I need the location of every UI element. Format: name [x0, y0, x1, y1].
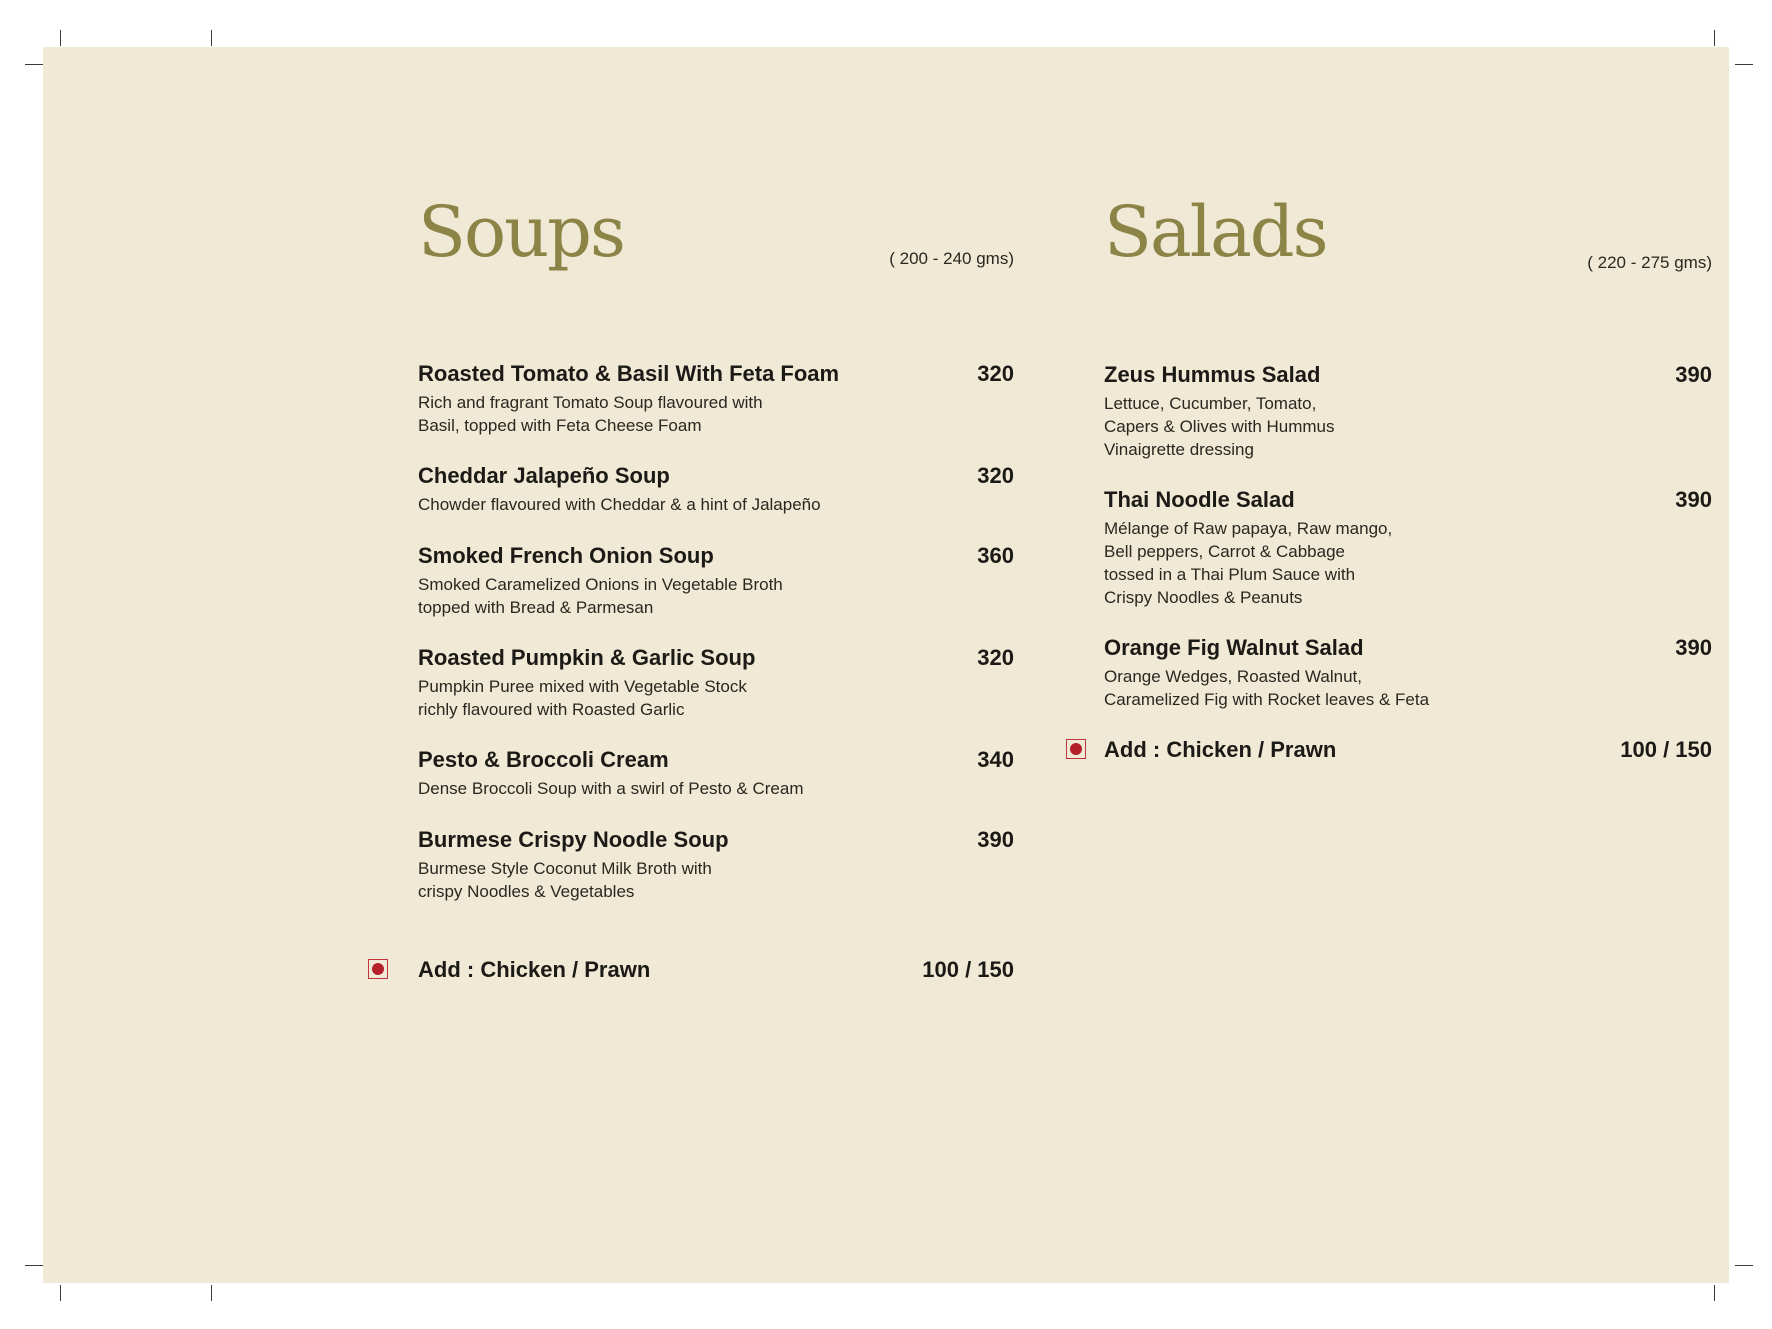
- item-description: [418, 573, 1014, 619]
- non-veg-indicator-icon: [368, 959, 388, 979]
- item-price: 320: [977, 645, 1014, 670]
- addon-label: Add : Chicken / Prawn: [1104, 737, 1337, 762]
- menu-item: [418, 463, 1014, 516]
- item-name: Orange Fig Walnut Salad: [1104, 635, 1364, 660]
- crop-mark: [1714, 30, 1715, 46]
- description-line: Chowder flavoured with Cheddar & a hint of Jalapeño: [418, 495, 821, 514]
- item-name: Pesto & Broccoli Cream: [418, 747, 669, 772]
- addon-price: 100 / 150: [922, 957, 1014, 982]
- description-line: Crispy Noodles & Peanuts: [1104, 588, 1303, 607]
- item-description: [418, 777, 1014, 800]
- description-line: Dense Broccoli Soup with a swirl of Pesto & Cream: [418, 779, 804, 798]
- description-line: Lettuce, Cucumber, Tomato,: [1104, 394, 1317, 413]
- description-line: Bell peppers, Carrot & Cabbage: [1104, 542, 1345, 561]
- crop-mark: [25, 64, 43, 65]
- description-line: Mélange of Raw papaya, Raw mango,: [1104, 519, 1393, 538]
- item-description: [1104, 517, 1712, 609]
- item-price: 390: [977, 827, 1014, 852]
- section-title: Soups: [418, 191, 624, 273]
- item-name: Burmese Crispy Noodle Soup: [418, 827, 729, 852]
- menu-item: [418, 827, 1014, 903]
- menu-item: [418, 543, 1014, 619]
- description-line: Smoked Caramelized Onions in Vegetable Broth: [418, 575, 783, 594]
- description-line: Orange Wedges, Roasted Walnut,: [1104, 667, 1362, 686]
- menu-item: [418, 645, 1014, 721]
- portion-weight: ( 220 - 275 gms): [1587, 253, 1712, 272]
- crop-mark: [25, 1265, 43, 1266]
- menu-page: [43, 47, 1729, 1283]
- item-description: [418, 391, 1014, 437]
- description-line: topped with Bread & Parmesan: [418, 598, 654, 617]
- description-line: Rich and fragrant Tomato Soup flavoured with: [418, 393, 763, 412]
- description-line: crispy Noodles & Vegetables: [418, 882, 635, 901]
- portion-weight: ( 200 - 240 gms): [889, 249, 1014, 268]
- menu-item: [418, 747, 1014, 800]
- item-description: [418, 675, 1014, 721]
- description-line: richly flavoured with Roasted Garlic: [418, 700, 685, 719]
- description-line: tossed in a Thai Plum Sauce with: [1104, 565, 1356, 584]
- item-name: Thai Noodle Salad: [1104, 487, 1295, 512]
- item-description: [418, 857, 1014, 903]
- menu-item: [1104, 487, 1712, 609]
- menu-item: [1104, 635, 1712, 711]
- item-description: [1104, 392, 1712, 461]
- crop-mark: [1714, 1285, 1715, 1301]
- item-name: Roasted Tomato & Basil With Feta Foam: [418, 361, 840, 386]
- item-name: Zeus Hummus Salad: [1104, 362, 1321, 387]
- non-veg-indicator-icon: [1066, 739, 1086, 759]
- item-price: 320: [977, 361, 1014, 386]
- item-name: Smoked French Onion Soup: [418, 543, 714, 568]
- item-price: 360: [977, 543, 1014, 568]
- description-line: Pumpkin Puree mixed with Vegetable Stock: [418, 677, 747, 696]
- description-line: Capers & Olives with Hummus: [1104, 417, 1335, 436]
- crop-mark: [211, 1285, 212, 1301]
- description-line: Basil, topped with Feta Cheese Foam: [418, 416, 702, 435]
- crop-mark: [60, 1285, 61, 1301]
- description-line: Vinaigrette dressing: [1104, 440, 1254, 459]
- addon-price: 100 / 150: [1620, 737, 1712, 762]
- item-description: [418, 493, 1014, 516]
- crop-mark: [60, 30, 61, 46]
- addon-label: Add : Chicken / Prawn: [418, 957, 651, 982]
- crop-mark: [1735, 64, 1753, 65]
- addon-row: [418, 957, 1014, 983]
- item-price: 390: [1675, 487, 1712, 512]
- section-title: Salads: [1104, 191, 1327, 273]
- item-name: Cheddar Jalapeño Soup: [418, 463, 670, 488]
- item-price: 390: [1675, 362, 1712, 387]
- menu-item: [418, 361, 1014, 437]
- item-name: Roasted Pumpkin & Garlic Soup: [418, 645, 756, 670]
- description-line: Burmese Style Coconut Milk Broth with: [418, 859, 712, 878]
- item-price: 390: [1675, 635, 1712, 660]
- menu-item: [1104, 362, 1712, 461]
- item-price: 320: [977, 463, 1014, 488]
- crop-mark: [1735, 1265, 1753, 1266]
- addon-row: [1104, 737, 1712, 763]
- item-description: [1104, 665, 1712, 711]
- crop-mark: [211, 30, 212, 46]
- description-line: Caramelized Fig with Rocket leaves & Feta: [1104, 690, 1430, 709]
- item-price: 340: [977, 747, 1014, 772]
